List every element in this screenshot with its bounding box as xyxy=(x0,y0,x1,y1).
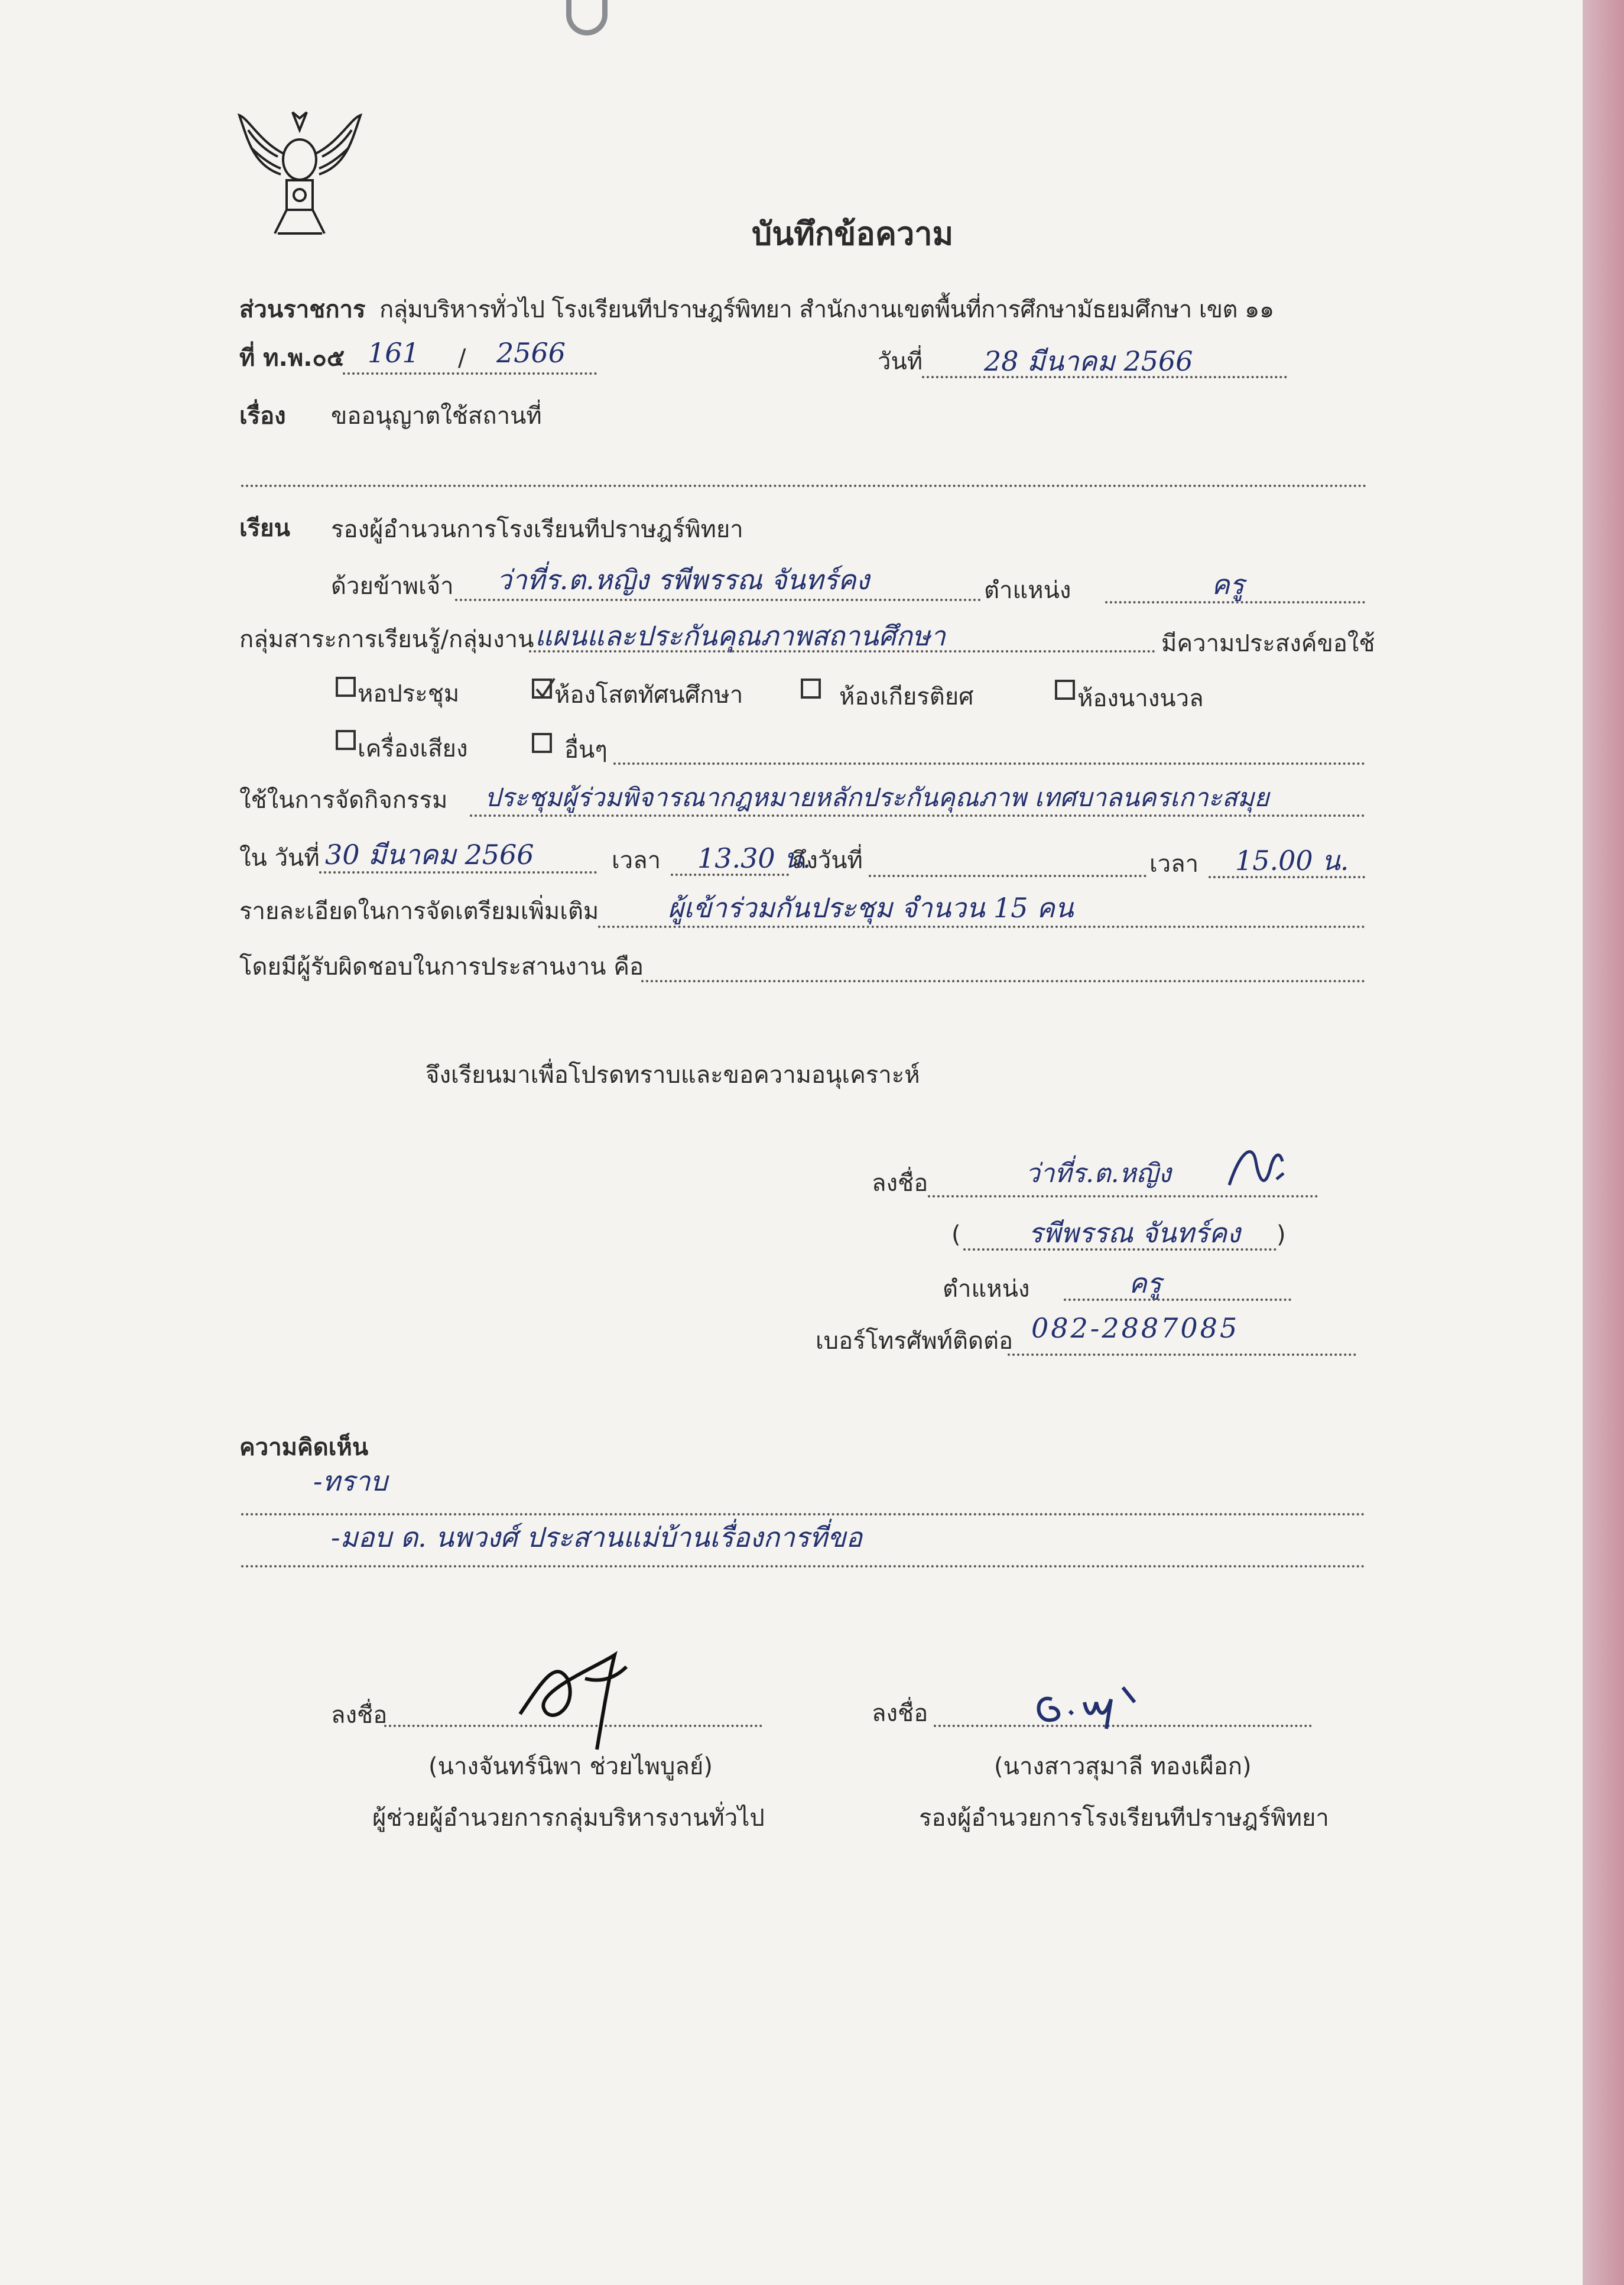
checkbox-hall[interactable] xyxy=(336,677,356,697)
group-value: แผนและประกันคุณภาพสถานศึกษา xyxy=(535,620,946,652)
paper-clip xyxy=(566,0,608,35)
ref-dotted-line xyxy=(343,372,597,375)
approver-2-title: รองผู้อำนวยการโรงเรียนทีปราษฎร์พิทยา xyxy=(919,1804,1329,1832)
background-edge xyxy=(1583,0,1624,2285)
opinion-line-1: -ทราบ xyxy=(313,1465,388,1497)
responsible-dotted-line xyxy=(641,980,1365,982)
on-date-dotted-line xyxy=(319,871,597,874)
group-label: กลุ่มสาระการเรียนรู้/กลุ่มงาน xyxy=(239,626,534,653)
name-open-paren: ( xyxy=(951,1221,961,1248)
checkbox-av-room[interactable] xyxy=(532,679,552,699)
time-dotted-line xyxy=(671,874,789,876)
ref-label: ที่ ท.พ.๐๕ xyxy=(239,345,345,372)
on-date-value: 30 มีนาคม 2566 xyxy=(325,839,534,871)
checkbox-honor-room[interactable] xyxy=(801,679,821,699)
subject-label: เรื่อง xyxy=(239,403,286,430)
self-label: ด้วยข้าพเจ้า xyxy=(331,573,454,600)
approver-1-sign-label: ลงชื่อ xyxy=(331,1702,388,1729)
approver-1-name: (นางจันทร์นิพา ช่วยไพบูลย์) xyxy=(428,1753,713,1780)
to-date-dotted-line xyxy=(869,875,1146,877)
phone-value: 082-2887085 xyxy=(1031,1312,1240,1344)
checkbox-seagull-room[interactable] xyxy=(1055,680,1075,700)
sign-label: ลงชื่อ xyxy=(872,1170,928,1197)
garuda-seal-icon xyxy=(236,106,363,245)
other-dotted-line xyxy=(613,762,1365,765)
responsible-label: โดยมีผู้รับผิดชอบในการประสานงาน คือ xyxy=(239,953,644,981)
phone-label: เบอร์โทรศัพท์ติดต่อ xyxy=(816,1327,1013,1355)
sig-position-dotted-line xyxy=(1064,1299,1291,1301)
activity-value: ประชุมผู้ร่วมพิจารณากฎหมายหลักประกันคุณภาพ เทศบาลนครเกาะสมุย xyxy=(485,783,1269,813)
room-label-hall: หอประชุม xyxy=(358,680,460,707)
approver-2-signature-icon xyxy=(1028,1676,1158,1735)
approver-1-signature-icon xyxy=(508,1643,662,1761)
room-label-honor: ห้องเกียรติยศ xyxy=(839,683,974,710)
phone-dotted-line xyxy=(1008,1354,1356,1356)
sig-position-value: ครู xyxy=(1129,1267,1162,1299)
agency-label: ส่วนราชการ xyxy=(239,296,366,323)
page-title: บันทึกข้อความ xyxy=(752,215,954,252)
time-label: เวลา xyxy=(612,847,661,874)
sign-value: ว่าที่ร.ต.หญิง xyxy=(1025,1158,1171,1189)
to-date-label: ถึงวันที่ xyxy=(792,847,863,874)
details-label: รายละเอียดในการจัดเตรียมเพิ่มเติม xyxy=(239,898,599,925)
time2-label: เวลา xyxy=(1149,851,1199,878)
subject-dotted-line xyxy=(241,485,1367,487)
room-label-seagull: ห้องนางนวล xyxy=(1077,685,1204,712)
checkbox-other[interactable] xyxy=(532,733,552,753)
to-label: เรียน xyxy=(239,515,290,542)
check-mark-icon xyxy=(533,677,557,703)
date-value: 28 มีนาคม 2566 xyxy=(984,345,1193,377)
name-value: รพีพรรณ จันทร์คง xyxy=(1028,1217,1240,1249)
requester-signature-icon xyxy=(1223,1144,1288,1197)
room-label-other: อื่นๆ xyxy=(564,736,608,764)
position-label: ตำแหน่ง xyxy=(984,577,1071,604)
activity-label: ใช้ในการจัดกิจกรรม xyxy=(239,787,448,814)
name-close-paren: ) xyxy=(1277,1221,1286,1248)
activity-dotted-line xyxy=(470,814,1365,817)
group-dotted-line xyxy=(529,650,1155,653)
time2-value: 15.00 น. xyxy=(1235,845,1349,877)
self-value: ว่าที่ร.ต.หญิง รพีพรรณ จันทร์คง xyxy=(496,564,870,596)
agency-value: กลุ่มบริหารทั่วไป โรงเรียนทีปราษฎร์พิทยา สำนักงานเขตพื้นที่การศึกษามัธยมศึกษา เขต ๑๑ xyxy=(379,296,1274,323)
to-value: รองผู้อำนวนการโรงเรียนทีปราษฎร์พิทยา xyxy=(331,516,743,543)
closing-text: จึงเรียนมาเพื่อโปรดทราบและขอความอนุเคราะห์ xyxy=(426,1062,920,1089)
opinion-line-2: -มอบ ด. นพวงศ์ ประสานแม่บ้านเรื่องการที่ขอ xyxy=(331,1521,863,1553)
date-label: วันที่ xyxy=(878,348,923,375)
ref-number: 161 xyxy=(368,337,420,369)
ref-year: 2566 xyxy=(496,337,566,369)
subject-value: ขออนุญาตใช้สถานที่ xyxy=(331,403,542,430)
sig-position-label: ตำแหน่ง xyxy=(943,1275,1030,1303)
opinion-dotted-line-2 xyxy=(241,1565,1365,1567)
date-dotted-line xyxy=(922,376,1287,378)
details-dotted-line xyxy=(598,926,1365,928)
name-dotted-line xyxy=(963,1248,1277,1251)
details-value: ผู้เข้าร่วมกันประชุม จำนวน 15 คน xyxy=(668,892,1074,924)
room-label-av: ห้องโสตทัศนศึกษา xyxy=(554,681,743,709)
approver-1-title: ผู้ช่วยผู้อำนวยการกลุ่มบริหารงานทั่วไป xyxy=(372,1804,765,1832)
time2-dotted-line xyxy=(1209,876,1365,878)
checkbox-sound[interactable] xyxy=(336,730,356,750)
time-value: 13.30 น. xyxy=(697,842,811,874)
approver-2-name: (นางสาวสุมาลี ทองเผือก) xyxy=(994,1753,1252,1780)
ref-slash: / xyxy=(458,345,466,372)
self-dotted-line xyxy=(455,599,981,601)
opinion-label: ความคิดเห็น xyxy=(239,1434,369,1461)
on-date-label: ใน วันที่ xyxy=(239,845,320,872)
approver-2-sign-label: ลงชื่อ xyxy=(872,1700,928,1727)
room-label-sound: เครื่องเสียง xyxy=(358,735,468,762)
position-dotted-line xyxy=(1105,601,1365,603)
wish-label: มีความประสงค์ขอใช้ xyxy=(1161,630,1375,657)
position-value: ครู xyxy=(1211,569,1245,601)
opinion-dotted-line-1 xyxy=(241,1513,1365,1515)
